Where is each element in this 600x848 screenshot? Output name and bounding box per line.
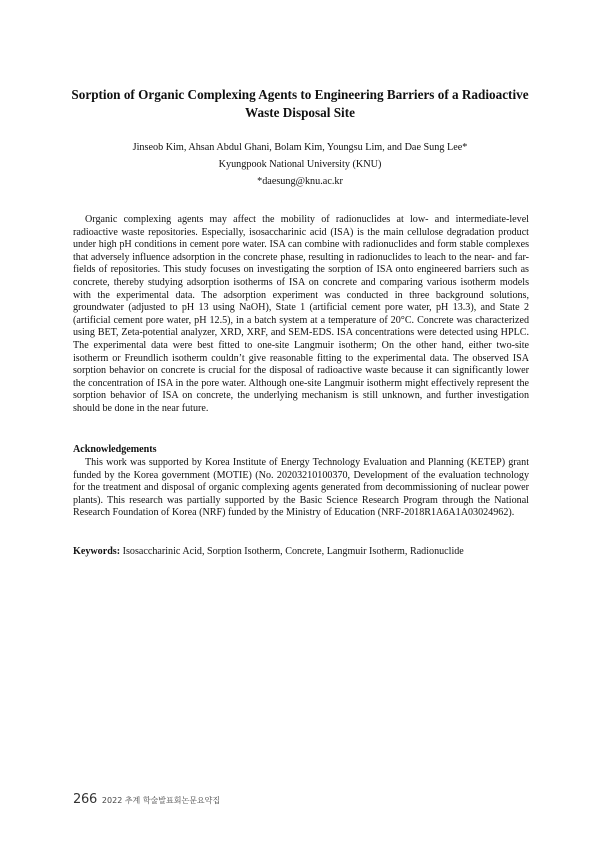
author-block [40,139,560,190]
paper-title: Sorption of Organic Complexing Agents to Engineering Barriers of a Radioactive Waste Disposal Site [71,87,529,120]
author-list: Jinseob Kim, Ahsan Abdul Ghani, Bolam Kim, Youngsu Lim, and Dae Sung Lee* [132,142,468,153]
affiliation: Kyungpook National University (KNU) [218,159,382,170]
keywords-text: Isosaccharinic Acid, Sorption Isotherm, Concrete, Langmuir Isotherm, Radionuclide [122,546,464,557]
keywords [73,546,529,559]
acknowledgements-body: This work was supported by Korea Institute of Energy Technology Evaluation and Planning (KETEP) grant funded by the Korea government (MOTIE) (No. 20203210100370, Development of the evaluation technology for the treatment and disposal of organic complexing agents generated from decommissioning of nuclear power plants). This research was partially supported by the Basic Science Research Program through the National Research Foundation of Korea (NRF) funded by the Ministry of Education (NRF-2018R1A6A1A03024962). [73,457,529,519]
footer-text: 2022 추계 학술발표회논문요약집 [101,796,221,805]
page-footer [73,792,220,807]
keywords-label: Keywords: [73,546,121,557]
acknowledgements-heading: Acknowledgements [73,444,157,455]
corresponding-email: *daesung@knu.ac.kr [257,176,343,187]
page-number: 266 [73,792,97,807]
abstract-body: Organic complexing agents may affect the mobility of radionuclides at low- and intermediate-level radioactive waste repositories. Especially, isosaccharinic acid (ISA) is the main cellulose degradation product under high pH conditions in cement pore water. ISA can combine with radionuclides and form stable complexes that adversely influence adsorption in the concrete phase, resulting in radionuclides to leach to the near- and far-fields of repositories. This study focuses on investigating the sorption of ISA onto engineered barriers such as concrete, thereby studying adsorption isotherms of ISA on concrete and comparing various isotherm models with the experimental data. The adsorption experiment was conducted in three background solutions, groundwater (adjusted to pH 13 using NaOH), State 1 (artificial cement pore water, pH 13.3), and State 2 (artificial cement pore water, pH 12.5), in a batch system at a temperature of 20°C. Concrete was characterized using BET, Zeta-potential analyzer, XRD, XRF, and SEM-EDS. ISA concentrations were detected using HPLC. The experimental data were best fitted to one-site Langmuir isotherm; On the other hand, either two-site isotherm or Freundlich isotherm couldn’t give reasonable fitting to the experimental data. The observed ISA sorption behavior on concrete is crucial for the disposal of radioactive waste because it can significantly lower the concentration of ISA in the pore water. Although one-site Langmuir isotherm might effectively represent the sorption behavior of ISA on concrete, the underlying mechanism is still unknown, and further investigation should be done in the near future. [73,214,529,414]
